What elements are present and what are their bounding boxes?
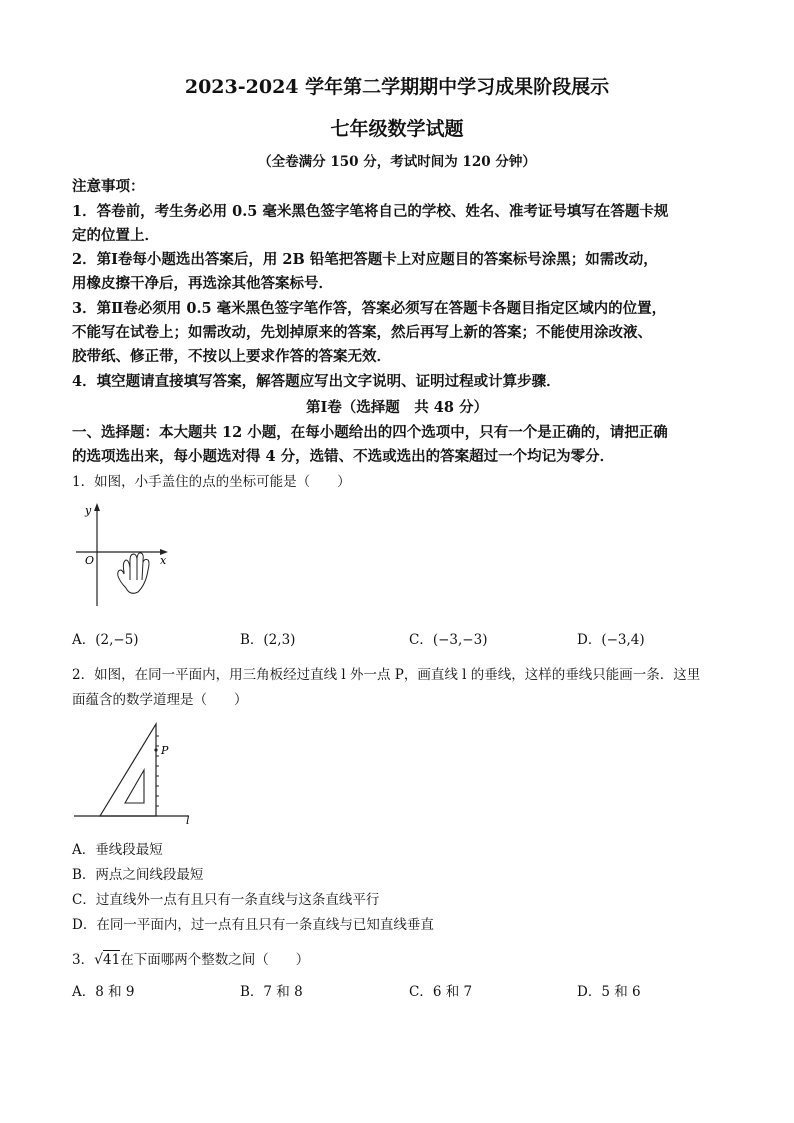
q1-option-c[interactable]: C．(−3,−3) — [409, 632, 488, 648]
q1-stem: 1．如图，小手盖住的点的坐标可能是（ ） — [72, 474, 351, 490]
exam-note: （全卷满分 150 分，考试时间为 120 分钟） — [258, 154, 536, 170]
instruction-line: 4．填空题请直接填写答案，解答题应写出文字说明、证明过程或计算步骤． — [72, 373, 561, 390]
section-intro: 一、选择题：本大题共 12 小题，在每小题给出的四个选项中，只有一个是正确的，请把正确 — [72, 424, 668, 441]
q1-option-b[interactable]: B．(2,3) — [240, 632, 296, 648]
instruction-line: 1．答卷前，考生务必用 0.5 毫米黑色签字笔将自己的学校、姓名、准考证号填写在答题卡规 — [72, 203, 669, 220]
instruction-line: 3．第Ⅱ卷必须用 0.5 毫米黑色签字笔作答，答案必须写在答题卡各题目指定区域内的位置， — [72, 300, 667, 317]
q2-figure — [72, 718, 202, 828]
q3-option-d[interactable]: D．5 和 6 — [577, 984, 641, 1000]
instructions-heading: 注意事项： — [72, 178, 145, 195]
origin-label: O — [85, 554, 95, 567]
exam-subtitle: 七年级数学试题 — [330, 118, 464, 140]
q1-figure — [72, 500, 182, 610]
q2-option-d[interactable]: D．在同一平面内，过一点有且只有一条直线与已知直线垂直 — [72, 917, 434, 933]
section-intro: 的选项选出来，每小题选对得 4 分，选错、不选或选出的答案超过一个均记为零分． — [72, 448, 615, 465]
q1-option-a[interactable]: A．(2,−5) — [72, 632, 139, 648]
q2-option-c[interactable]: C．过直线外一点有且只有一条直线与这条直线平行 — [72, 892, 380, 908]
q2-option-b[interactable]: B．两点之间线段最短 — [72, 867, 204, 883]
x-axis-label: x — [160, 554, 167, 567]
q3-option-c[interactable]: C．6 和 7 — [409, 984, 473, 1000]
instruction-line: 用橡皮擦干净后，再选涂其他答案标号． — [72, 275, 333, 292]
point-p-label: P — [161, 744, 169, 757]
q2-option-a[interactable]: A．垂线段最短 — [72, 842, 163, 858]
sqrt-icon: √ — [94, 952, 104, 968]
q2-stem-cont: 面蕴含的数学道理是（ ） — [72, 692, 248, 708]
instruction-line: 2．第Ⅰ卷每小题选出答案后，用 2B 铅笔把答题卡上对应题目的答案标号涂黑；如需改动， — [72, 251, 658, 268]
q1-option-d[interactable]: D．(−3,4) — [577, 632, 645, 648]
q3-option-b[interactable]: B．7 和 8 — [240, 984, 303, 1000]
q3-stem — [72, 948, 309, 968]
instruction-line: 定的位置上． — [72, 227, 159, 244]
q3-number: 3． — [72, 952, 95, 968]
y-axis-arrow-icon — [94, 503, 100, 511]
line-l-label: l — [186, 814, 190, 827]
q3-radicand: 41 — [103, 952, 121, 968]
instruction-line: 不能写在试卷上；如需改动，先划掉原来的答案，然后再写上新的答案；不能使用涂改液、 — [72, 324, 652, 341]
point-p — [154, 748, 157, 751]
hand-icon — [118, 553, 149, 593]
exam-title: 2023-2024 学年第二学期期中学习成果阶段展示 — [184, 76, 610, 98]
q3-stem-rest: 在下面哪两个整数之间（ ） — [120, 952, 310, 968]
q2-stem: 2．如图，在同一平面内，用三角板经过直线 l 外一点 P，画直线 l 的垂线，这样的垂线只能画一条．这里 — [72, 667, 701, 683]
instruction-line: 胶带纸、修正带，不按以上要求作答的答案无效． — [72, 348, 391, 365]
y-axis-label: y — [85, 504, 92, 517]
section-title: 第Ⅰ卷（选择题 共 48 分） — [305, 399, 489, 416]
triangle-cutout — [125, 770, 144, 803]
q3-option-a[interactable]: A．8 和 9 — [72, 984, 135, 1000]
triangle-ruler — [100, 724, 156, 816]
